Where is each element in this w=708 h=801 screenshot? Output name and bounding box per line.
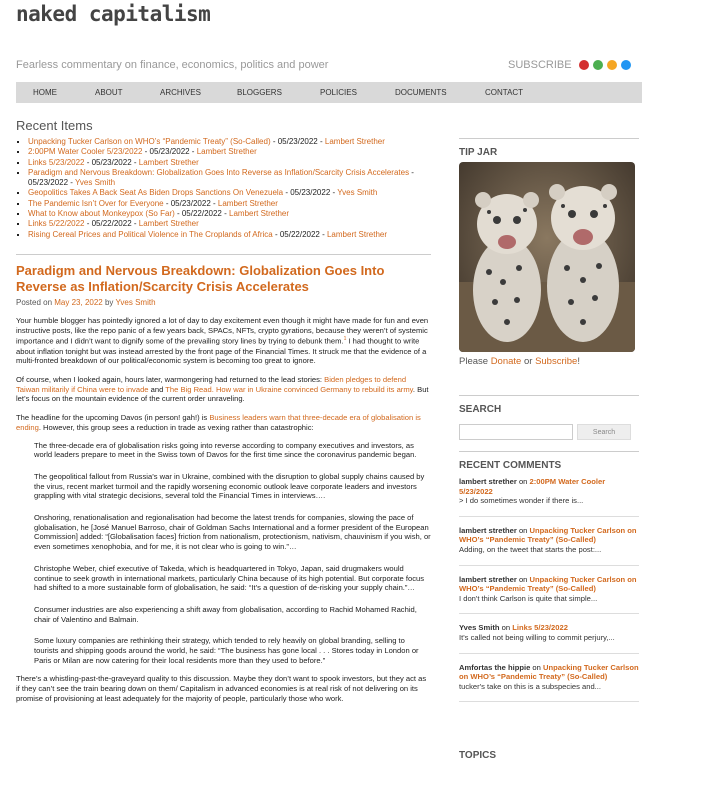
quote-paragraph: The three-decade era of globalisation risks going into reverse according to company executives and investors, as world leaders prepare to meet in the Swiss town of Davos for the first time since the coronavirus pandemic began. xyxy=(34,440,417,460)
paragraph xyxy=(16,413,431,432)
subscribe-label: SUBSCRIBE xyxy=(508,59,572,71)
divider xyxy=(16,254,431,255)
comment-on: on xyxy=(516,525,530,535)
link-davos-article[interactable]: Business leaders warn that three-decade era of globalisation is ending xyxy=(16,413,421,432)
quote-paragraph: Christophe Weber, chief executive of Takeda, which is headquartered in Tokyo, Japan, said drugmakers would continue to seek growth in international markets, particularly China because of its high potential. But corporate focus had shifted to a more sustainable form of globalisation, he said: “It’s a question of de-risking your supply chain.”… xyxy=(34,563,425,593)
comment-excerpt: It's called not being willing to commit perjury,... xyxy=(459,632,615,642)
comment-on: on xyxy=(530,662,543,672)
comment-on: on xyxy=(516,574,530,584)
comment-author: lambert strether xyxy=(459,574,517,584)
recent-item-date: - 05/23/2022 - xyxy=(283,188,338,198)
comment-item xyxy=(459,575,639,615)
recent-item-link[interactable]: What to Know about Monkeypox (So Far) xyxy=(28,209,175,219)
pinterest-icon[interactable] xyxy=(579,60,589,70)
footnote-marker[interactable]: 1 xyxy=(343,336,347,343)
recent-item-author[interactable]: Lambert Strether xyxy=(138,157,199,167)
paragraph: There’s a whistling-past-the-graveyard quality to this discussion. Maybe they don’t want to spook investors, but they act as if they can’t see the train bearing down on them/ Capitalism in advanced economies is at real risk of not delivering on its promise of provisioning at least adequately for the majority of people, particularly those who work. xyxy=(16,674,427,703)
tip-text: Please xyxy=(459,356,491,367)
paragraph-text: Of course, when I looked again, hours later, warmongering had returned to the lead stories: xyxy=(16,375,325,385)
post-byline xyxy=(16,298,431,307)
recent-item-link[interactable]: Paradigm and Nervous Breakdown: Globalization Goes Into Reverse as Inflation/Scarcity Crisis Accelerates xyxy=(28,167,410,177)
recent-item xyxy=(28,188,431,198)
twitter-icon[interactable] xyxy=(621,60,631,70)
post-date-link[interactable]: May 23, 2022 xyxy=(54,297,103,307)
comment-excerpt: > I do sometimes wonder if there is... xyxy=(459,496,584,506)
recent-item xyxy=(28,158,431,168)
sidebar xyxy=(459,138,639,761)
recent-item-date: - 05/23/2022 - xyxy=(84,157,139,167)
paragraph-text: The headline for the upcoming Davos (in person! gah!) is xyxy=(16,413,210,423)
recent-item-author[interactable]: Yves Smith xyxy=(75,178,116,188)
link-biden-taiwan[interactable]: Biden pledges to defend Taiwan militarily if China were to invade xyxy=(16,375,407,394)
recent-item-date: - 05/22/2022 - xyxy=(272,229,327,239)
rss-icon[interactable] xyxy=(607,60,617,70)
paragraph-text: . But let’s focus on the mountain evidence of the current order unraveling. xyxy=(16,384,429,404)
comment-author: lambert strether xyxy=(459,477,517,486)
snow-leopard-cubs-image[interactable] xyxy=(459,162,635,352)
link-big-read[interactable]: The Big Read. How war in Ukraine convinced Germany to rebuild its army xyxy=(165,384,413,394)
posted-on-label: Posted on xyxy=(16,297,53,307)
nav-archives[interactable]: ARCHIVES xyxy=(160,88,201,97)
comment-post-link[interactable]: 2:00PM Water Cooler 5/23/2022 xyxy=(459,477,606,496)
subscribe-link[interactable]: Subscribe xyxy=(535,356,578,367)
site-tagline: Fearless commentary on finance, economics, politics and power xyxy=(16,59,329,71)
recent-item-date: - 05/23/2022 - xyxy=(142,147,197,157)
site-title[interactable]: naked capitalism xyxy=(16,2,211,26)
recent-comments-heading: RECENT COMMENTS xyxy=(459,451,639,471)
quote-paragraph: Onshoring, renationalisation and regionalisation had become the latest trends for companies, slowing the pace of globalisation, he [José Manuel Barroso, chair of Goldman Sachs International and a former president of the European Commission] added: “[Globalisation faces] friction from nationalism, protectionism, nativism, chauvinism if you wish, or even sometimes xenophobia, and for me, it is not clear who is going to win.”… xyxy=(34,513,431,552)
recent-items-heading: Recent Items xyxy=(16,118,93,133)
comment-on: on xyxy=(516,477,530,486)
comment-item xyxy=(459,477,639,517)
comment-author: Yves Smith xyxy=(459,623,500,633)
recent-item xyxy=(28,230,431,240)
search-button[interactable]: Search xyxy=(577,424,631,440)
recent-item-link[interactable]: Links 5/23/2022 xyxy=(28,157,85,167)
tip-jar-heading: TIP JAR xyxy=(459,138,639,158)
paragraph-text: and xyxy=(148,384,166,394)
recent-item-date: - 05/23/2022 - xyxy=(270,137,325,146)
paragraph xyxy=(16,375,431,404)
recent-items-list xyxy=(16,137,431,240)
post-author-link[interactable]: Yves Smith xyxy=(115,297,156,307)
comment-item xyxy=(459,623,639,653)
comment-post-link[interactable]: Links 5/23/2022 xyxy=(512,623,568,633)
recent-item-date: - 05/23/2022 - xyxy=(28,167,414,188)
comment-post-link[interactable]: Unpacking Tucker Carlson on WHO’s “Pandemic Treaty” (So-Called) xyxy=(459,525,637,545)
main-nav xyxy=(16,82,642,103)
by-label: by xyxy=(104,297,114,307)
recent-item-link[interactable]: 2:00PM Water Cooler 5/23/2022 xyxy=(28,147,143,157)
comment-excerpt: I don't think Carlson is quite that simple... xyxy=(459,593,598,603)
recent-item xyxy=(28,168,431,189)
nav-about[interactable]: ABOUT xyxy=(95,88,123,97)
post-body xyxy=(16,316,431,704)
topics-heading: TOPICS xyxy=(459,750,497,762)
tip-text: ! xyxy=(577,356,580,367)
donate-link[interactable]: Donate xyxy=(490,356,522,367)
search-form xyxy=(459,424,639,440)
recent-item-author[interactable]: Lambert Strether xyxy=(324,137,385,146)
main-content xyxy=(16,118,431,704)
quote-paragraph: The geopolitical fallout from Russia’s war in Ukraine, combined with the disruption to global supply chains caused by the virus, recent market turmoil and the rapidly worsening economic outlook leave corporate leaders and investors grappling with vital strategic decisions, several told the Financial Times in interviews…. xyxy=(34,471,425,501)
paragraph-text: . However, this group sees a reduction in trade as vexing rather than catastrophic: xyxy=(38,422,314,432)
feedly-icon[interactable] xyxy=(593,60,603,70)
search-heading: SEARCH xyxy=(459,395,639,415)
recent-item-link[interactable]: The Pandemic Isn’t Over for Everyone xyxy=(28,198,164,208)
post-title[interactable]: Paradigm and Nervous Breakdown: Globalization Goes Into Reverse as Inflation/Scarcity Crisis Accelerates xyxy=(16,262,385,294)
recent-item-link[interactable]: Links 5/22/2022 xyxy=(28,219,85,229)
comment-post-link[interactable]: Unpacking Tucker Carlson on WHO’s “Pandemic Treaty” (So-Called) xyxy=(459,574,637,594)
comment-excerpt: tucker's take on this is a subspecies and... xyxy=(459,681,602,691)
tip-jar-text xyxy=(459,356,639,367)
comment-on: on xyxy=(499,623,513,633)
search-input[interactable] xyxy=(459,424,573,440)
nav-documents[interactable]: DOCUMENTS xyxy=(395,88,447,97)
recent-item-author[interactable]: Yves Smith xyxy=(337,188,378,198)
tip-text: or xyxy=(521,356,536,367)
quote-paragraph: Consumer industries are also experiencing a shift away from globalisation, according to Rachid Mohamed Rachid, chair of Valentino and Balmain. xyxy=(34,604,417,624)
recent-item-link[interactable]: Geopolitics Takes A Back Seat As Biden Drops Sanctions On Venezuela xyxy=(28,188,284,198)
paragraph-text: I had thought to write about inflation tonight but was instead arrested by the front page of the Financial Times. It struck me that the evidence of a multi-fronted breakdown of our political/economic system is becoming too great to ignore. xyxy=(16,336,427,366)
snow-leopard-illustration xyxy=(459,162,635,352)
recent-item-link[interactable]: Rising Cereal Prices and Political Violence in The Croplands of Africa xyxy=(28,229,273,239)
recent-item-author[interactable]: Lambert Strether xyxy=(138,219,199,229)
nav-policies[interactable]: POLICIES xyxy=(320,88,357,97)
recent-item-author[interactable]: Lambert Strether xyxy=(217,198,278,208)
recent-item-date: - 05/22/2022 - xyxy=(174,209,229,219)
recent-item-author[interactable]: Lambert Strether xyxy=(196,147,257,157)
comment-post-link[interactable]: Unpacking Tucker Carlson on WHO’s “Pandemic Treaty” (So-Called) xyxy=(459,662,639,682)
recent-item-author[interactable]: Lambert Strether xyxy=(229,209,290,219)
comment-item xyxy=(459,526,639,566)
recent-item-link[interactable]: Unpacking Tucker Carlson on WHO’s “Pandemic Treaty” (So-Called) xyxy=(28,137,271,146)
paragraph xyxy=(16,316,431,366)
subscribe-bar xyxy=(508,59,631,71)
recent-item xyxy=(28,147,431,157)
comment-item xyxy=(459,663,639,703)
comment-excerpt: Adding, on the tweet that starts the post:... xyxy=(459,544,602,554)
nav-contact[interactable]: CONTACT xyxy=(485,88,524,97)
recent-item-date: - 05/22/2022 - xyxy=(84,219,139,229)
paragraph-text: Your humble blogger has pointedly ignored a lot of day to day excitement even though it might have made for fun and even instructive posts, like the repo panic of a few years back, SPACs, NFTs, crypto gyrations, because they weren’t of systemic importance and I didn’t want to dignify some of the prevailing story lines by trying to debunk them. xyxy=(16,315,429,346)
nav-bloggers[interactable]: BLOGGERS xyxy=(237,88,282,97)
recent-item xyxy=(28,137,431,147)
comment-author: Amfortas the hippie xyxy=(459,662,531,672)
recent-item xyxy=(28,209,431,219)
recent-item-author[interactable]: Lambert Strether xyxy=(326,229,388,239)
recent-comments-list xyxy=(459,477,639,702)
blockquote xyxy=(34,441,431,666)
recent-item xyxy=(28,219,431,229)
quote-paragraph: Some luxury companies are rethinking their strategy, which tended to rely heavily on global branding, selling to tourists and shipping goods around the world, he said: “The business has gone local . . . Stores today in London or Paris or Milan are now catering for their local residents more than they used to before.” xyxy=(34,636,419,665)
recent-item-date: - 05/23/2022 - xyxy=(163,198,218,208)
nav-home[interactable]: HOME xyxy=(33,88,57,97)
comment-author: lambert strether xyxy=(459,525,517,535)
recent-item xyxy=(28,199,431,209)
